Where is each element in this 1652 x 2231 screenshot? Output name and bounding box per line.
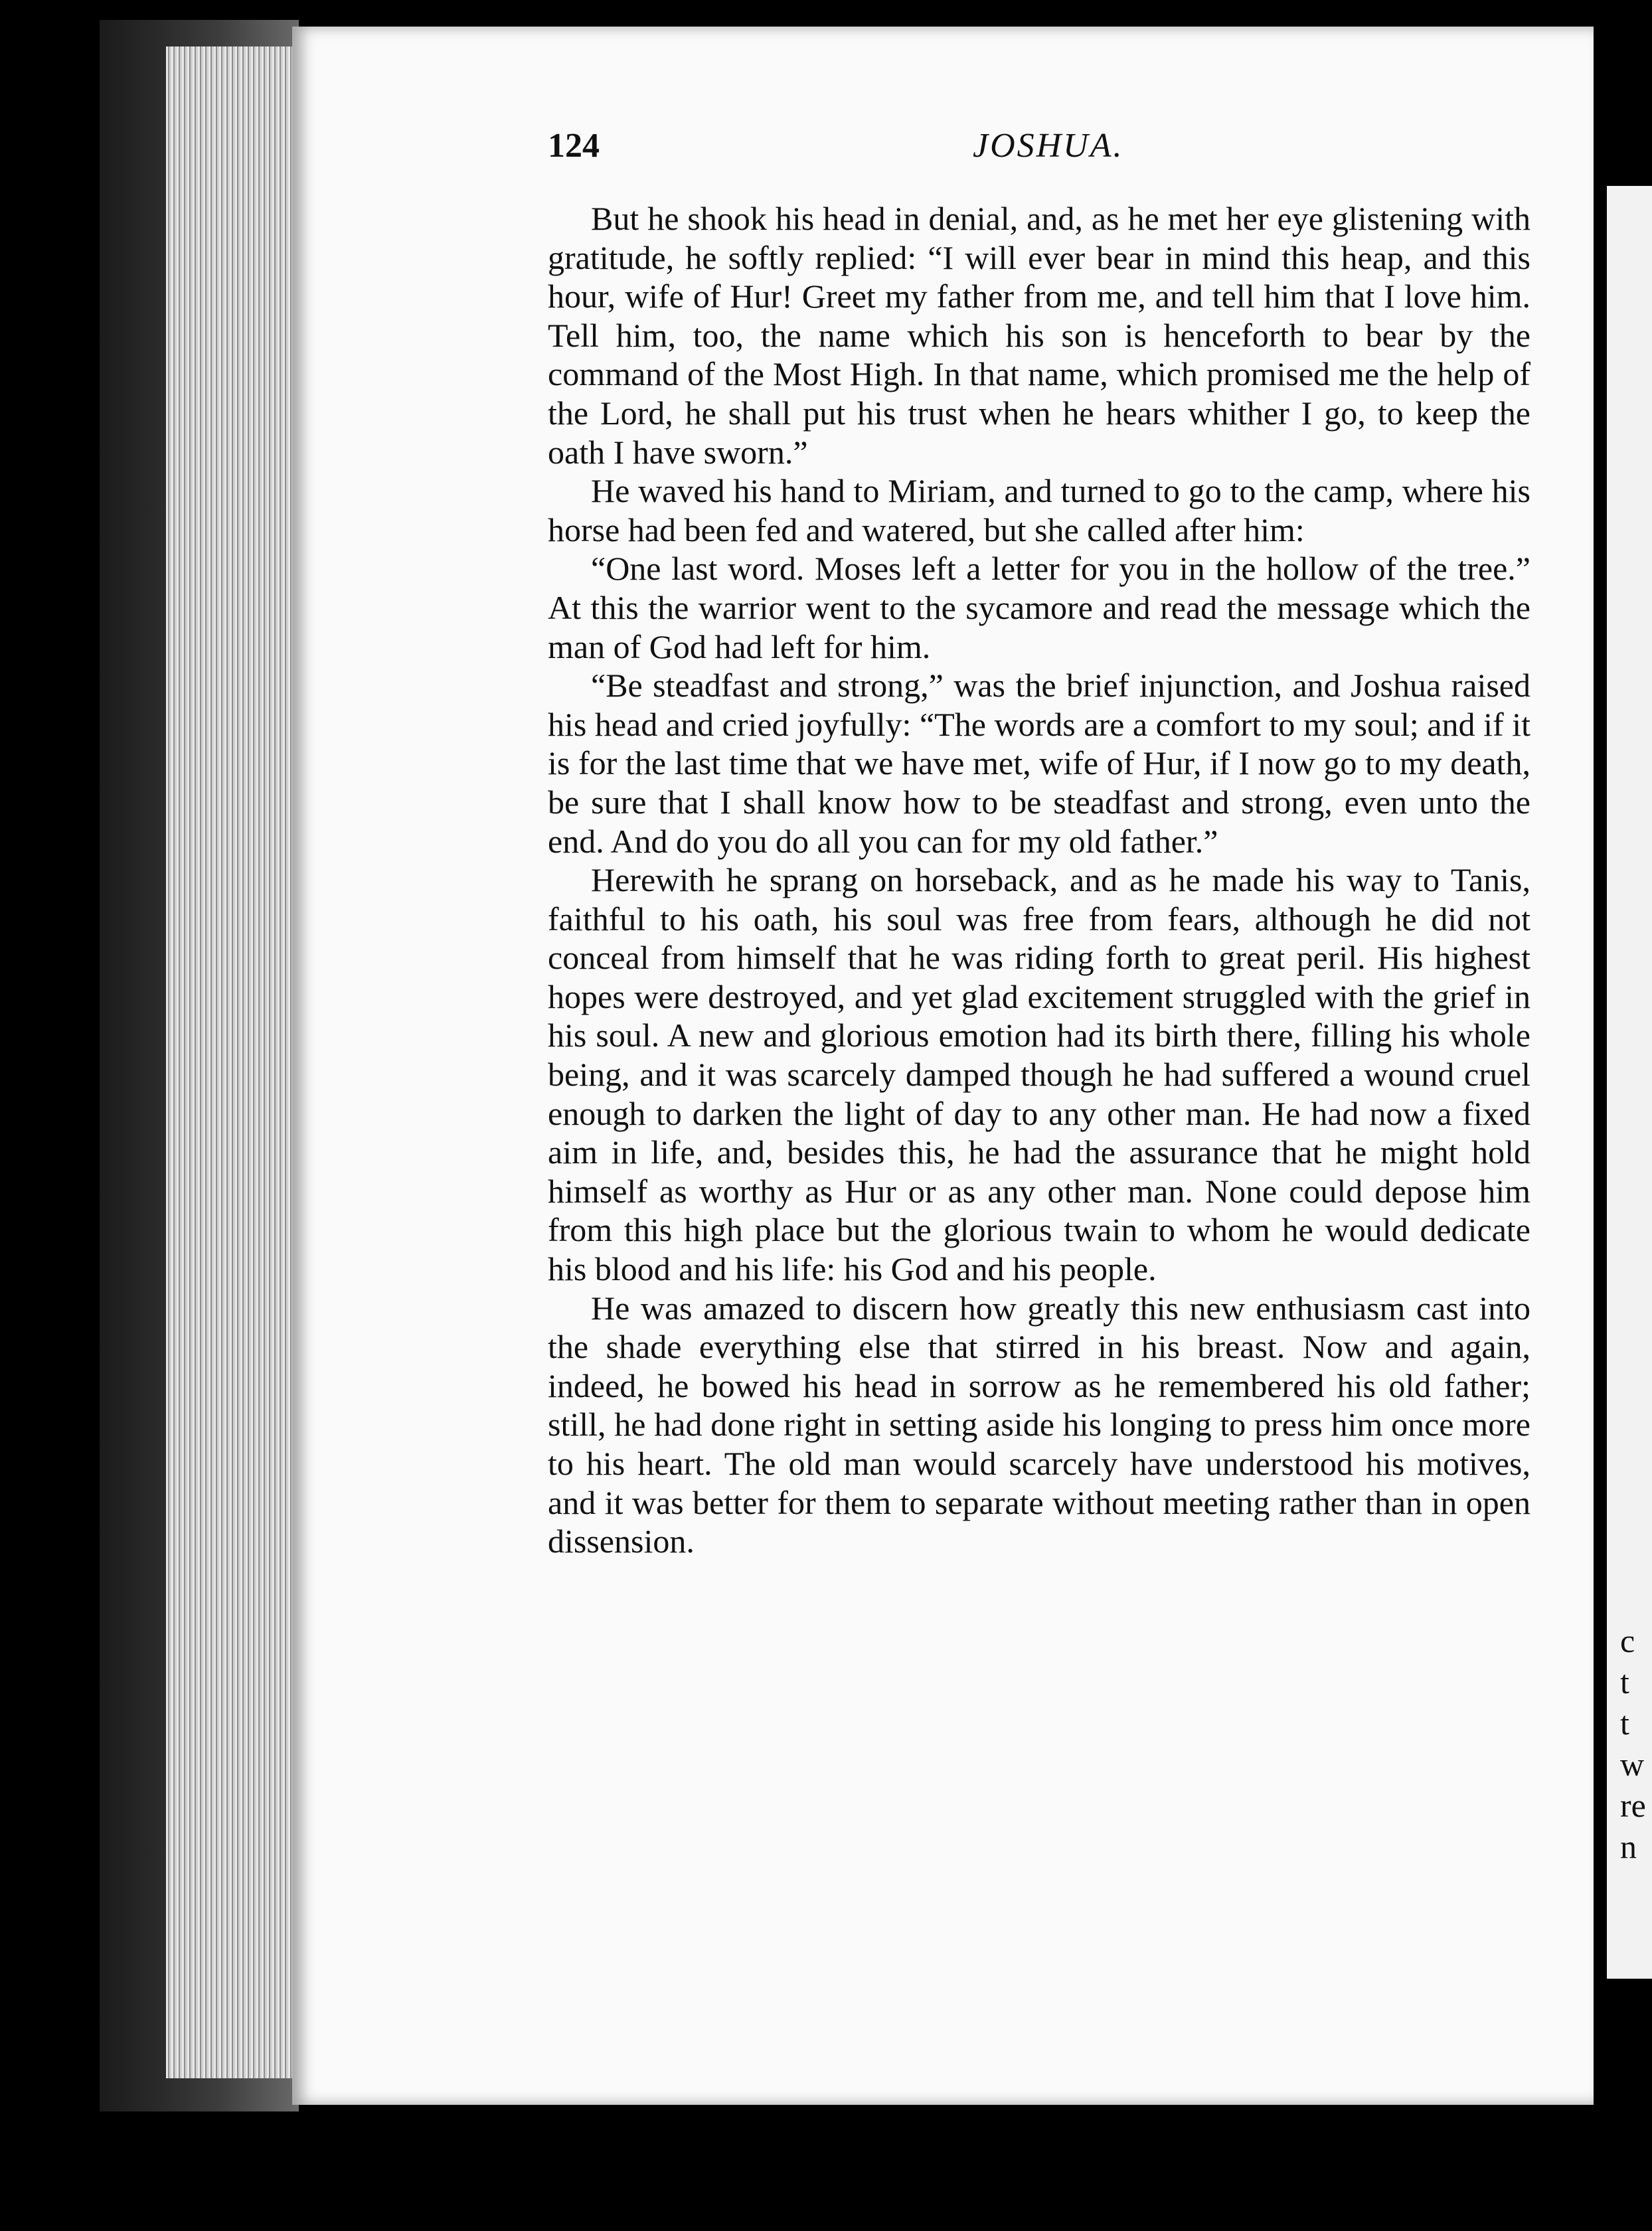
paragraph: He was amazed to discern how greatly this new enthusiasm cast into the shade everything else that stirred in his breast. Now and again, indeed, he bowed his head in sorrow as he remembered his old father; still, he had done right in setting aside his longing to press him once more to his heart. The old man would scarcely have understood his motives, and it was better for them to separate without meeting rather than in open dissension. <box>548 1289 1530 1560</box>
paragraph: “Be steadfast and strong,” was the brief injunction, and Joshua raised his head and cried joyfully: “The words are a comfort to my soul; and if it is for the last time that we have met, wife of Hur, if I now go to my death, be sure that I shall know how to be steadfast and strong, even unto the end. And do you do all you can for my old father.” <box>548 667 1530 860</box>
page-stack-edges <box>166 46 299 2078</box>
facing-fragment: t <box>1620 1704 1629 1742</box>
body-text <box>548 199 1530 1561</box>
facing-fragment: t <box>1620 1663 1629 1700</box>
page-number: 124 <box>548 127 600 165</box>
paragraph: But he shook his head in denial, and, as he met her eye glistening with gratitude, he softly replied: “I will ever bear in mind this heap, and this hour, wife of Hur! Greet my father from me, and tell him that I love him. Tell him, too, the name which his son is henceforth to bear by the command of the Most High. In that name, which promised me the help of the Lord, he shall put his trust when he hears whither I go, to keep the oath I have sworn.” <box>548 200 1530 471</box>
running-title: JOSHUA. <box>973 127 1124 165</box>
paragraph: He waved his hand to Miriam, and turned to go to the camp, where his horse had been fed and watered, but she called after him: <box>548 472 1530 548</box>
paragraph: “One last word. Moses left a letter for you in the hollow of the tree.” At this the warrior went to the sycamore and read the message which the man of God had left for him. <box>548 550 1530 665</box>
facing-fragment: c <box>1620 1622 1635 1659</box>
facing-page-fragments <box>1620 1620 1652 1867</box>
paragraph: Herewith he sprang on horseback, and as he made his way to Tanis, faithful to his oath, his soul was free from fears, although he did not conceal from himself that he was riding forth to great peril. His highest hopes were destroyed, and yet glad excitement struggled with the grief in his soul. A new and glorious emotion had its birth there, filling his whole being, and it was scarcely damped though he had suffered a wound cruel enough to darken the light of day to any other man. He had now a fixed aim in life, and, besides this, he had the assurance that he might hold himself as worthy as Hur or as any other man. None could depose him from this high place but the glorious twain to whom he would dedicate his blood and his life: his God and his people. <box>548 861 1530 1288</box>
facing-fragment: n <box>1620 1828 1637 1865</box>
page-header <box>548 126 1530 179</box>
facing-fragment: re <box>1620 1787 1646 1824</box>
facing-fragment: w <box>1620 1746 1645 1783</box>
